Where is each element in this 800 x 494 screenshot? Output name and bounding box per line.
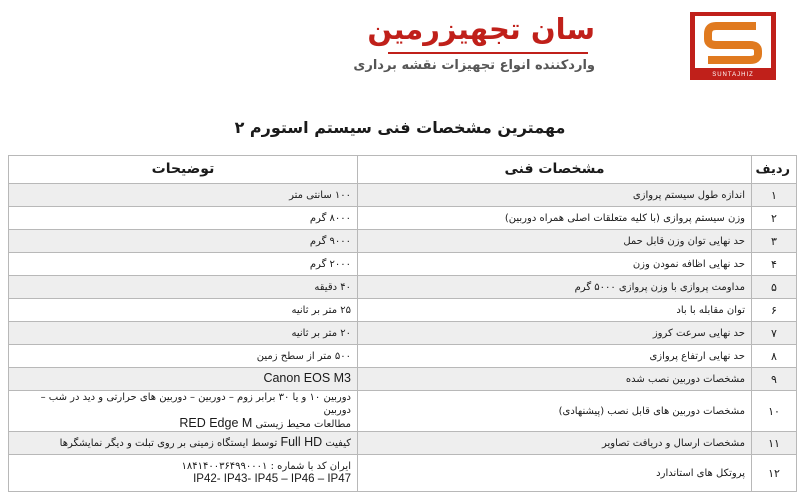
- desc-line: دوربین ۱۰ و یا ۳۰ برابر زوم – دوربین – دوربین های حرارتی و دید در شب – دوربین: [40, 392, 351, 416]
- camera-model: RED Edge M: [179, 416, 253, 430]
- row-number: ۱۰: [752, 391, 797, 432]
- spec-cell: مداومت پروازی با وزن پروازی ۵۰۰۰ گرم: [358, 276, 752, 299]
- desc-text: توسط ایستگاه زمینی بر روی تبلت و دیگر نمایشگرها: [59, 438, 278, 449]
- company-tagline: واردکننده انواع تجهیزات نقشه برداری: [353, 58, 595, 73]
- company-name: سان تجهیزرمین: [367, 12, 595, 46]
- desc-cell: ۲۰۰۰ گرم: [9, 253, 358, 276]
- desc-cell: [9, 432, 358, 455]
- row-number: ۳: [752, 230, 797, 253]
- row-number: ۶: [752, 299, 797, 322]
- desc-text: مطالعات محیط زیستی: [255, 419, 351, 430]
- spec-table: [8, 155, 797, 492]
- spec-cell: اندازه طول سیستم پروازی: [358, 184, 752, 207]
- spec-cell: حد نهایی اظافه نمودن وزن: [358, 253, 752, 276]
- row-number: ۵: [752, 276, 797, 299]
- spec-cell: مشخصات ارسال و دریافت تصاویر: [358, 432, 752, 455]
- table-row: [9, 391, 797, 432]
- desc-line: [15, 473, 351, 486]
- desc-cell: [9, 391, 358, 432]
- row-number: ۸: [752, 345, 797, 368]
- company-logo-icon: [690, 12, 776, 80]
- column-header-row-number: ردیف: [752, 156, 797, 184]
- logo-text: SUNTAJHIZ: [712, 72, 754, 78]
- table-row: [9, 230, 797, 253]
- spec-cell: توان مقابله با باد: [358, 299, 752, 322]
- spec-cell: مشخصات دوربین نصب شده: [358, 368, 752, 391]
- row-number: ۱۲: [752, 455, 797, 492]
- brand-divider: [388, 52, 588, 54]
- desc-cell: ۲۵ متر بر ثانیه: [9, 299, 358, 322]
- page-title: مهمترین مشخصات فنی سیستم استورم ۲: [234, 118, 566, 137]
- table-row: [9, 368, 797, 391]
- desc-cell: ۵۰۰ متر از سطح زمین: [9, 345, 358, 368]
- row-number: ۱: [752, 184, 797, 207]
- table-row: [9, 276, 797, 299]
- camera-model: Canon EOS M3: [263, 371, 351, 385]
- desc-text: کیفیت: [325, 438, 351, 449]
- row-number: ۲: [752, 207, 797, 230]
- table-row: [9, 207, 797, 230]
- table-row: [9, 455, 797, 492]
- spec-cell: حد نهایی توان وزن قابل حمل: [358, 230, 752, 253]
- row-number: ۴: [752, 253, 797, 276]
- spec-cell: مشخصات دوربین های قابل نصب (پیشنهادی): [358, 391, 752, 432]
- table-row: [9, 299, 797, 322]
- spec-cell: پروتکل های استاندارد: [358, 455, 752, 492]
- table-row: [9, 345, 797, 368]
- row-number: ۹: [752, 368, 797, 391]
- spec-cell: حد نهایی ارتفاع پروازی: [358, 345, 752, 368]
- video-quality: Full HD: [280, 435, 323, 449]
- ip-ratings: IP42- IP43- IP45 – IP46 – IP47: [193, 473, 351, 485]
- desc-cell: [9, 455, 358, 492]
- desc-cell: [9, 368, 358, 391]
- table-row: [9, 322, 797, 345]
- letterhead: [0, 0, 800, 100]
- desc-cell: ۴۰ دقیقه: [9, 276, 358, 299]
- desc-cell: ۲۰ متر بر ثانیه: [9, 322, 358, 345]
- row-number: ۱۱: [752, 432, 797, 455]
- desc-line: ایران کد با شماره : ۱۸۴۱۴۰۰۳۶۴۹۹۰۰۰۱: [181, 461, 351, 472]
- row-number: ۷: [752, 322, 797, 345]
- desc-cell: ۹۰۰۰ گرم: [9, 230, 358, 253]
- column-header-spec: مشخصات فنی: [358, 156, 752, 184]
- desc-cell: ۸۰۰۰ گرم: [9, 207, 358, 230]
- table-header-row: [9, 156, 797, 184]
- desc-cell: ۱۰۰ سانتی متر: [9, 184, 358, 207]
- spec-cell: وزن سیستم پروازی (با کلیه متعلقات اصلی همراه دوربین): [358, 207, 752, 230]
- column-header-desc: توضیحات: [9, 156, 358, 184]
- table-row: [9, 253, 797, 276]
- spec-cell: حد نهایی سرعت کروز: [358, 322, 752, 345]
- desc-line: [15, 417, 351, 431]
- table-row: [9, 184, 797, 207]
- table-row: [9, 432, 797, 455]
